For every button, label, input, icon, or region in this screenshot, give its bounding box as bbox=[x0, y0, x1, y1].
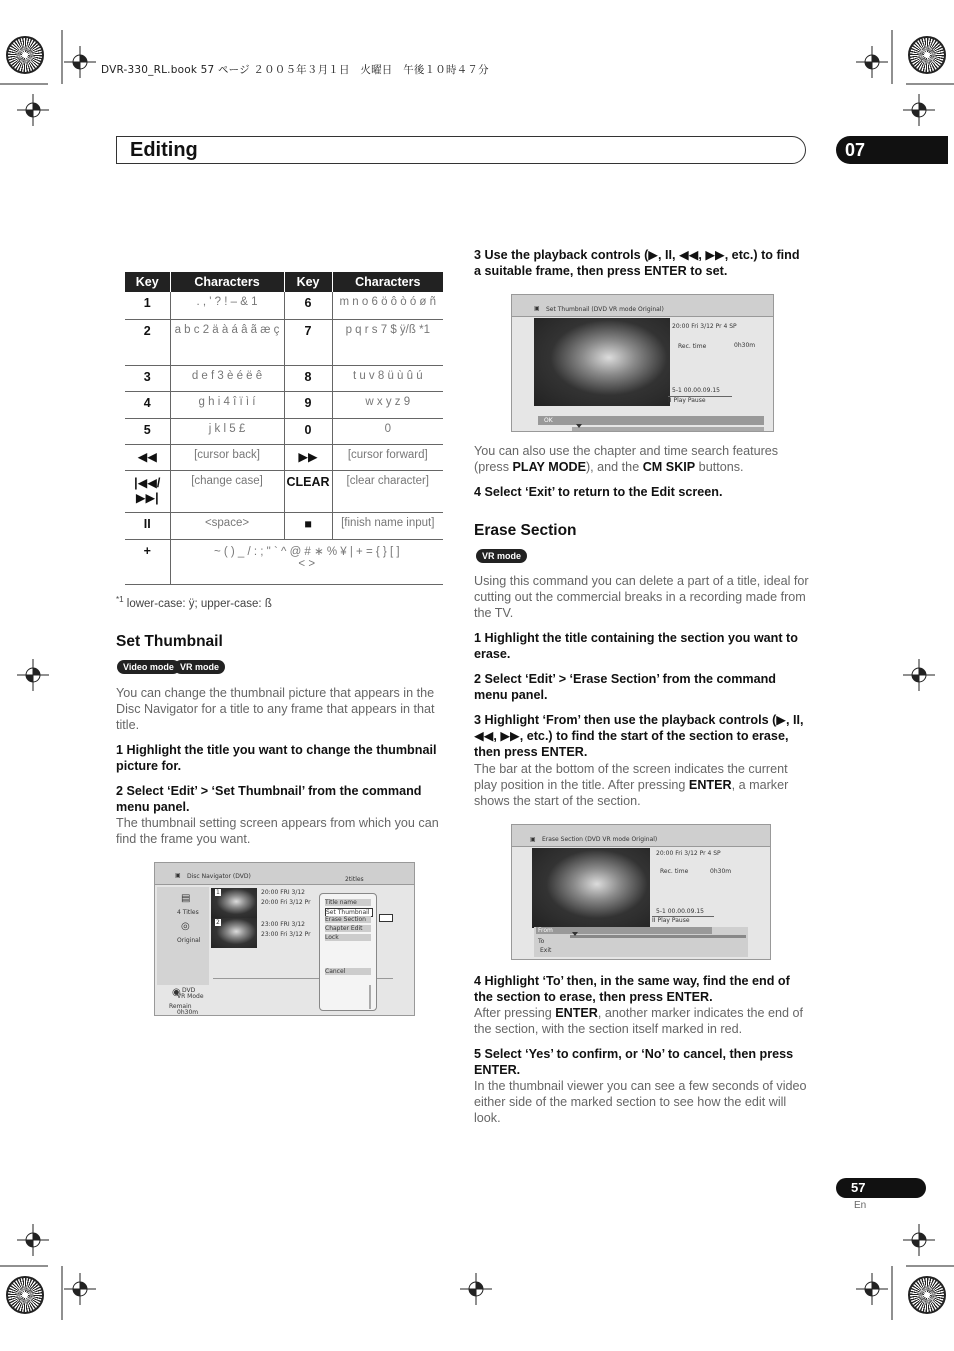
characters-cell: [change case] bbox=[170, 470, 284, 512]
stop-key-cell: ■ bbox=[284, 512, 332, 539]
table-row bbox=[125, 292, 443, 319]
footnote bbox=[116, 595, 272, 610]
title-2-info-a: 23:00 FRI 3/12 bbox=[261, 921, 305, 928]
set-thumb-position-marker bbox=[576, 424, 582, 428]
characters-cell: m n o 6 ö ô ò ó ø ñ bbox=[332, 292, 443, 319]
disc-nav-icon: ▣ bbox=[175, 872, 181, 879]
characters-cell: [clear character] bbox=[332, 470, 443, 512]
chapter-search-mid: ), and the bbox=[585, 460, 643, 474]
erase-step-5: 5 Select ‘Yes’ to confirm, or ‘No’ to cancel, then press ENTER. bbox=[474, 1047, 794, 1077]
erase-step-3-body bbox=[474, 761, 810, 809]
menu-item-lock: Lock bbox=[325, 934, 371, 941]
set-thumbnail-screen bbox=[511, 294, 774, 432]
title-2-info-b: 23:00 Fri 3/12 Pr bbox=[261, 931, 311, 938]
table-row bbox=[125, 539, 443, 584]
erase-info: 20:00 Fri 3/12 Pr 4 SP bbox=[656, 850, 721, 857]
set-thumb-title: Set Thumbnail (DVD VR mode Original) bbox=[546, 306, 664, 313]
erase-exit-button: Exit bbox=[540, 947, 552, 954]
set-thumbnail-step-2-body: The thumbnail setting screen appears from which you can find the frame you want. bbox=[116, 816, 439, 846]
key-cell: 3 bbox=[125, 365, 170, 391]
set-thumb-ok-bar bbox=[538, 416, 764, 425]
erase-step-3-body-c: , a marker shows the start of the section. bbox=[474, 778, 789, 808]
erase-video-frame bbox=[532, 848, 650, 928]
thumbnail-step-3: 3 Use the playback controls (▶, II, ◀◀, ▶▶, etc.) to find a suitable frame, then press ENTER to set. bbox=[474, 248, 800, 278]
title-1-info-b: 20:00 Fri 3/12 Pr bbox=[261, 899, 311, 906]
set-thumb-icon: ▣ bbox=[534, 305, 540, 312]
characters-cell: [finish name input] bbox=[332, 512, 443, 539]
menu-item-set-thumbnail: Set Thumbnail bbox=[325, 908, 373, 917]
pause-key-cell: II bbox=[125, 512, 170, 539]
disc-nav-titles-count: 2titles bbox=[345, 876, 364, 883]
table-row bbox=[125, 391, 443, 418]
set-thumbnail-heading: Set Thumbnail bbox=[116, 633, 223, 650]
table-row bbox=[125, 319, 443, 365]
disc-nav-scroll bbox=[369, 985, 371, 1009]
vr-mode-badge: VR mode bbox=[174, 660, 225, 674]
disc-nav-remain-time: 0h30m bbox=[177, 1009, 199, 1016]
cm-skip-button-name: CM SKIP bbox=[642, 460, 696, 474]
set-thumb-rec-value: 0h30m bbox=[734, 342, 756, 349]
erase-from-button: From bbox=[536, 927, 712, 934]
erase-step-2: 2 Select ‘Edit’ > ‘Erase Section’ from the command menu panel. bbox=[474, 672, 777, 702]
table-row bbox=[125, 365, 443, 391]
erase-rec-value: 0h30m bbox=[710, 868, 732, 875]
clear-key-cell: CLEAR bbox=[284, 470, 332, 512]
titles-icon: ▤ bbox=[181, 893, 191, 904]
title-1-info-a: 20:00 FRI 3/12 bbox=[261, 889, 305, 896]
disc-nav-left-titles: 4 Titles bbox=[177, 909, 199, 916]
page-number: 57 bbox=[836, 1178, 926, 1198]
erase-rec-label: Rec. time bbox=[660, 868, 689, 875]
disc-nav-remain: Remain bbox=[169, 1003, 192, 1010]
table-header-row bbox=[125, 272, 443, 292]
key-cell: 9 bbox=[284, 391, 332, 418]
characters-cell: [cursor forward] bbox=[332, 444, 443, 470]
play-mode-button-name: PLAY MODE bbox=[512, 460, 586, 474]
set-thumb-position-bar bbox=[572, 427, 764, 431]
characters-cell: p q r s 7 $ ÿ/ß *1 bbox=[332, 319, 443, 365]
enter-button-name: ENTER bbox=[688, 778, 732, 792]
characters-cell: 0 bbox=[332, 418, 443, 444]
disc-nav-vr-mode: VR Mode bbox=[177, 993, 204, 1000]
set-thumb-play-pause: II Play Pause bbox=[668, 396, 732, 404]
erase-section-screen bbox=[511, 824, 771, 960]
key-cell: 2 bbox=[125, 319, 170, 365]
set-thumbnail-intro: You can change the thumbnail picture that appears in the Disc Navigator for a title to any frame that appears in that title. bbox=[116, 686, 435, 732]
erase-step-1: 1 Highlight the title containing the section you want to erase. bbox=[474, 631, 798, 661]
erase-screen-icon: ▣ bbox=[530, 836, 536, 843]
characters-cell: w x y z 9 bbox=[332, 391, 443, 418]
table-row bbox=[125, 512, 443, 539]
characters-cell: . , ' ? ! – & 1 bbox=[170, 292, 284, 319]
set-thumbnail-step-1: 1 Highlight the title you want to change the thumbnail picture for. bbox=[116, 743, 437, 773]
title-1-number: 1 bbox=[216, 889, 220, 896]
characters-cell: <space> bbox=[170, 512, 284, 539]
submenu-box bbox=[379, 914, 393, 922]
set-thumb-position: 5-1 00.00.09.15 bbox=[672, 387, 720, 394]
footnote-text: lower-case: ÿ; upper-case: ß bbox=[123, 597, 272, 610]
table-header-characters: Characters bbox=[332, 272, 443, 292]
table-header-key: Key bbox=[284, 272, 332, 292]
menu-item-erase-section: Erase Section bbox=[325, 916, 371, 923]
erase-play-pause: II Play Pause bbox=[652, 916, 714, 924]
set-thumb-rec-label: Rec. time bbox=[678, 343, 707, 350]
key-cell: 4 bbox=[125, 391, 170, 418]
erase-step-4-body bbox=[474, 1005, 810, 1037]
table-header-key: Key bbox=[125, 272, 170, 292]
erase-step-5-body: In the thumbnail viewer you can see a few seconds of video either side of the marked section to see how the edit will look. bbox=[474, 1079, 807, 1125]
key-cell: 0 bbox=[284, 418, 332, 444]
disc-nav-left-original: Original bbox=[177, 937, 201, 944]
symbols-cell: ~ ( ) _ / : ; " ` ^ @ # ∗ % ¥ | + = { } [ ] < > bbox=[170, 539, 443, 584]
skip-key-cell: |◀◀/ ▶▶| bbox=[125, 470, 170, 512]
characters-cell: j k l 5 £ bbox=[170, 418, 284, 444]
disc-nav-dvd: DVD bbox=[182, 987, 196, 994]
chapter-search-post: buttons. bbox=[695, 460, 744, 474]
erase-step-4-body-a: After pressing bbox=[474, 1006, 556, 1020]
erase-position-bar bbox=[570, 935, 746, 938]
vr-mode-badge: VR mode bbox=[476, 549, 527, 563]
erase-section-heading: Erase Section bbox=[474, 522, 577, 539]
menu-item-title-name: Title name bbox=[325, 899, 371, 906]
erase-screen-title: Erase Section (DVD VR mode Original) bbox=[542, 836, 658, 843]
chapter-number-tab: 07 bbox=[836, 136, 948, 164]
dvd-disc-icon: ◉ bbox=[172, 987, 181, 998]
characters-cell: [cursor back] bbox=[170, 444, 284, 470]
table-row bbox=[125, 470, 443, 512]
erase-section-intro: Using this command you can delete a part of a title, ideal for cutting out the commercial breaks in a recording made from the TV. bbox=[474, 574, 809, 620]
title-2-number: 2 bbox=[216, 919, 220, 926]
video-mode-badge: Video mode bbox=[117, 660, 180, 674]
table-header-characters: Characters bbox=[170, 272, 284, 292]
characters-cell: a b c 2 ä à á â ã æ ç bbox=[170, 319, 284, 365]
disc-nav-title: Disc Navigator (DVD) bbox=[187, 873, 251, 880]
erase-step-3-body-a: The bar at the bottom of the screen indicates the current play position in the title. After pressing bbox=[474, 762, 788, 792]
erase-step-3: 3 Highlight ‘From’ then use the playback controls (▶, II, ◀◀, ▶▶, etc.) to find the start of the section to erase, then press ENTER. bbox=[474, 713, 804, 759]
thumbnail-step-4: 4 Select ‘Exit’ to return to the Edit screen. bbox=[474, 485, 723, 499]
disc-navigator-screen bbox=[154, 862, 415, 1016]
key-cell: 6 bbox=[284, 292, 332, 319]
key-cell: 8 bbox=[284, 365, 332, 391]
key-cell: 1 bbox=[125, 292, 170, 319]
chapter-search-pre: You can also use the chapter and time search features (press bbox=[474, 444, 779, 474]
section-title: Editing bbox=[130, 139, 198, 161]
fast-forward-key-cell: ▶▶ bbox=[284, 444, 332, 470]
footnote-mark: *1 bbox=[116, 595, 124, 604]
characters-cell: t u v 8 ü ù û ú bbox=[332, 365, 443, 391]
set-thumb-ok-button: OK bbox=[544, 417, 553, 424]
chapter-search-note bbox=[474, 443, 810, 475]
set-thumb-info: 20:00 Fri 3/12 Pr 4 SP bbox=[672, 323, 737, 330]
table-row bbox=[125, 444, 443, 470]
menu-item-cancel: Cancel bbox=[325, 968, 371, 975]
original-disc-icon: ◎ bbox=[181, 921, 190, 932]
erase-position: 5-1 00.00.09.15 bbox=[656, 908, 704, 915]
erase-step-4: 4 Highlight ‘To’ then, in the same way, find the end of the section to erase, then press ENTER. bbox=[474, 974, 790, 1004]
erase-to-button: To bbox=[538, 938, 545, 945]
characters-cell: g h i 4 î ï ì í bbox=[170, 391, 284, 418]
rewind-key-cell: ◀◀ bbox=[125, 444, 170, 470]
print-file-header: DVR-330_RL.book 57 ページ ２００５年３月１日 火曜日 午後１０時４７分 bbox=[101, 64, 489, 76]
character-key-table bbox=[125, 272, 443, 585]
erase-step-4-body-c: , another marker indicates the end of the section, with the section itself marked in red. bbox=[474, 1006, 804, 1036]
section-title-bar bbox=[116, 136, 806, 164]
language-code: En bbox=[854, 1200, 867, 1211]
menu-item-chapter-edit: Chapter Edit bbox=[325, 925, 371, 932]
key-cell: 5 bbox=[125, 418, 170, 444]
erase-position-marker bbox=[572, 932, 578, 936]
key-cell: 7 bbox=[284, 319, 332, 365]
set-thumbnail-step-2: 2 Select ‘Edit’ > ‘Set Thumbnail’ from the command menu panel. bbox=[116, 784, 422, 814]
set-thumb-video-frame bbox=[534, 318, 670, 406]
table-row bbox=[125, 418, 443, 444]
characters-cell: d e f 3 è é ë ê bbox=[170, 365, 284, 391]
plus-key-cell: + bbox=[125, 539, 170, 584]
enter-button-name: ENTER bbox=[555, 1006, 598, 1020]
